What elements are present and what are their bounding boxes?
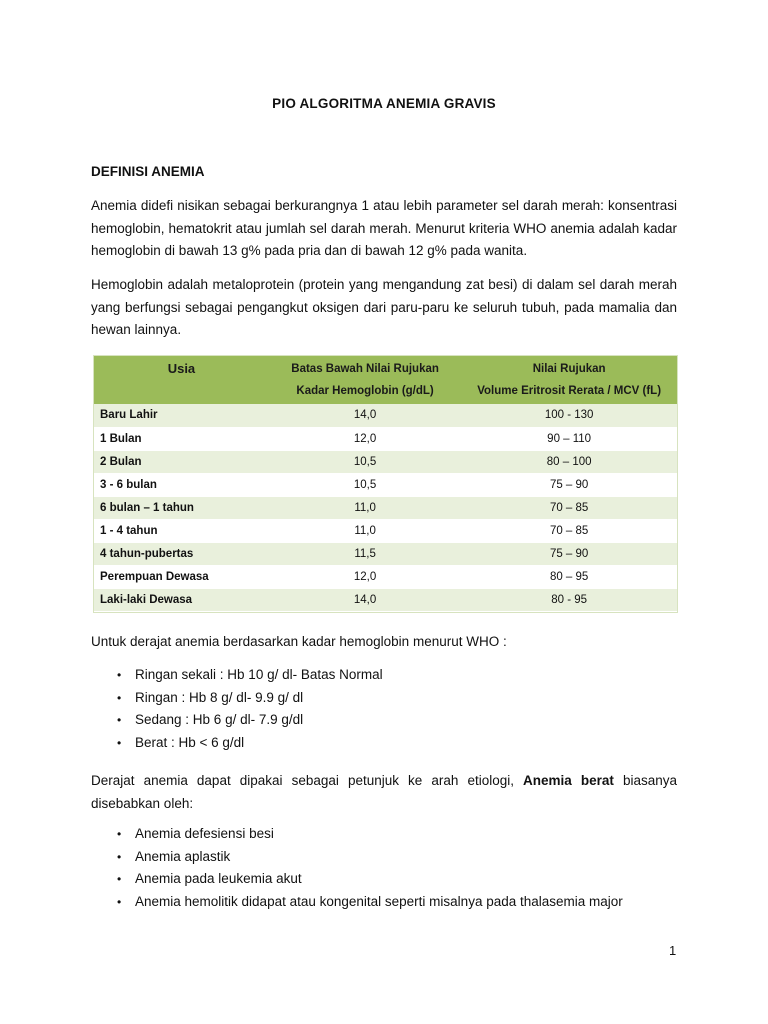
cell-mcv: 80 - 95 xyxy=(461,588,677,611)
cell-hb: 10,5 xyxy=(269,473,461,496)
cell-mcv: 70 – 85 xyxy=(461,519,677,542)
reference-table-grid xyxy=(94,356,677,612)
table-row xyxy=(94,450,677,473)
table-row xyxy=(94,496,677,519)
causes-list xyxy=(91,823,623,913)
section-heading: DEFINISI ANEMIA xyxy=(91,164,205,179)
paragraph-definition: Anemia didefi nisikan sebagai berkurangnya 1 atau lebih parameter sel darah merah: konsentrasi hemoglobin, hematokrit atau jumlah sel darah merah. Menurut kriteria WHO anemia adalah kadar hemoglobin di bawah 13 g% pada pria dan di bawah 12 g% pada wanita. xyxy=(91,198,677,258)
list-item-text: Berat : Hb < 6 g/dl xyxy=(135,734,245,750)
cell-age: 1 Bulan xyxy=(94,427,269,450)
document-title: PIO ALGORITMA ANEMIA GRAVIS xyxy=(272,96,496,111)
header-mcv: Nilai Rujukan Volume Eritrosit Rerata / MCV (fL) xyxy=(477,363,662,397)
list-item xyxy=(91,868,623,891)
bold-anemia-berat: Anemia berat xyxy=(523,773,614,788)
table-body xyxy=(94,404,677,611)
cell-age: 1 - 4 tahun xyxy=(94,519,269,542)
cell-age: Baru Lahir xyxy=(94,404,269,427)
bullet-icon: • xyxy=(117,735,122,750)
cell-hb: 14,0 xyxy=(269,404,461,427)
list-item-text: Ringan : Hb 8 g/ dl- 9.9 g/ dl xyxy=(135,689,304,705)
list-item-text: Ringan sekali : Hb 10 g/ dl- Batas Normal xyxy=(135,667,383,682)
cell-age: 4 tahun-pubertas xyxy=(94,542,269,565)
list-item-text: Anemia defesiensi besi xyxy=(135,826,274,841)
severity-list xyxy=(91,664,383,754)
cell-hb: 11,5 xyxy=(269,542,461,565)
cell-mcv: 80 – 100 xyxy=(461,450,677,473)
cell-hb: 11,0 xyxy=(269,496,461,519)
table-header-row xyxy=(94,356,677,404)
list-item xyxy=(91,709,383,732)
table-row xyxy=(94,519,677,542)
page-number: 1 xyxy=(669,943,677,958)
list-item xyxy=(91,846,623,869)
cell-age: 6 bulan – 1 tahun xyxy=(94,496,269,519)
cell-mcv: 90 – 110 xyxy=(461,427,677,450)
list-item xyxy=(91,823,623,846)
cell-age: 3 - 6 bulan xyxy=(94,473,269,496)
cell-age: 2 Bulan xyxy=(94,450,269,473)
paragraph-who-degree: Untuk derajat anemia berdasarkan kadar hemoglobin menurut WHO : xyxy=(91,634,507,649)
cell-age: Perempuan Dewasa xyxy=(94,565,269,588)
cell-mcv: 75 – 90 xyxy=(461,542,677,565)
table-row xyxy=(94,542,677,565)
header-usia: Usia xyxy=(167,361,196,376)
bullet-icon: • xyxy=(117,894,122,909)
bullet-icon: • xyxy=(117,690,122,705)
header-hb: Batas Bawah Nilai Rujukan Kadar Hemoglobin (g/dL) xyxy=(291,363,439,397)
cell-mcv: 70 – 85 xyxy=(461,496,677,519)
paragraph-hemoglobin: Hemoglobin adalah metaloprotein (protein yang mengandung zat besi) di dalam sel darah merah yang berfungsi sebagai pengangkut oksigen dari paru-paru ke seluruh tubuh, pada mamalia dan hewan lainnya. xyxy=(91,277,677,337)
list-item xyxy=(91,687,383,710)
table-row xyxy=(94,404,677,427)
cell-hb: 12,0 xyxy=(269,427,461,450)
table-row xyxy=(94,473,677,496)
cell-age: Laki-laki Dewasa xyxy=(94,588,269,611)
paragraph-etiology: Derajat anemia dapat dipakai sebagai petunjuk ke arah etiologi, Anemia berat biasanya disebabkan oleh: xyxy=(91,773,677,811)
list-item-text: Anemia aplastik xyxy=(135,848,231,864)
bullet-icon: • xyxy=(117,668,122,682)
list-item-text: Anemia hemolitik didapat atau kongenital seperti misalnya pada thalasemia major xyxy=(135,893,623,909)
table-row xyxy=(94,565,677,588)
bullet-icon: • xyxy=(117,713,122,727)
list-item-text: Sedang : Hb 6 g/ dl- 7.9 g/dl xyxy=(135,712,304,727)
table-row xyxy=(94,588,677,611)
cell-mcv: 75 – 90 xyxy=(461,473,677,496)
table-row xyxy=(94,427,677,450)
cell-hb: 14,0 xyxy=(269,588,461,611)
cell-hb: 10,5 xyxy=(269,450,461,473)
list-item xyxy=(91,664,383,687)
cell-hb: 12,0 xyxy=(269,565,461,588)
bullet-icon: • xyxy=(117,849,122,864)
cell-mcv: 100 - 130 xyxy=(461,404,677,427)
bullet-icon: • xyxy=(117,872,122,886)
list-item xyxy=(91,732,383,755)
reference-table xyxy=(93,355,678,613)
list-item xyxy=(91,891,623,914)
bullet-icon: • xyxy=(117,827,122,841)
list-item-text: Anemia pada leukemia akut xyxy=(135,871,302,886)
cell-mcv: 80 – 95 xyxy=(461,565,677,588)
cell-hb: 11,0 xyxy=(269,519,461,542)
